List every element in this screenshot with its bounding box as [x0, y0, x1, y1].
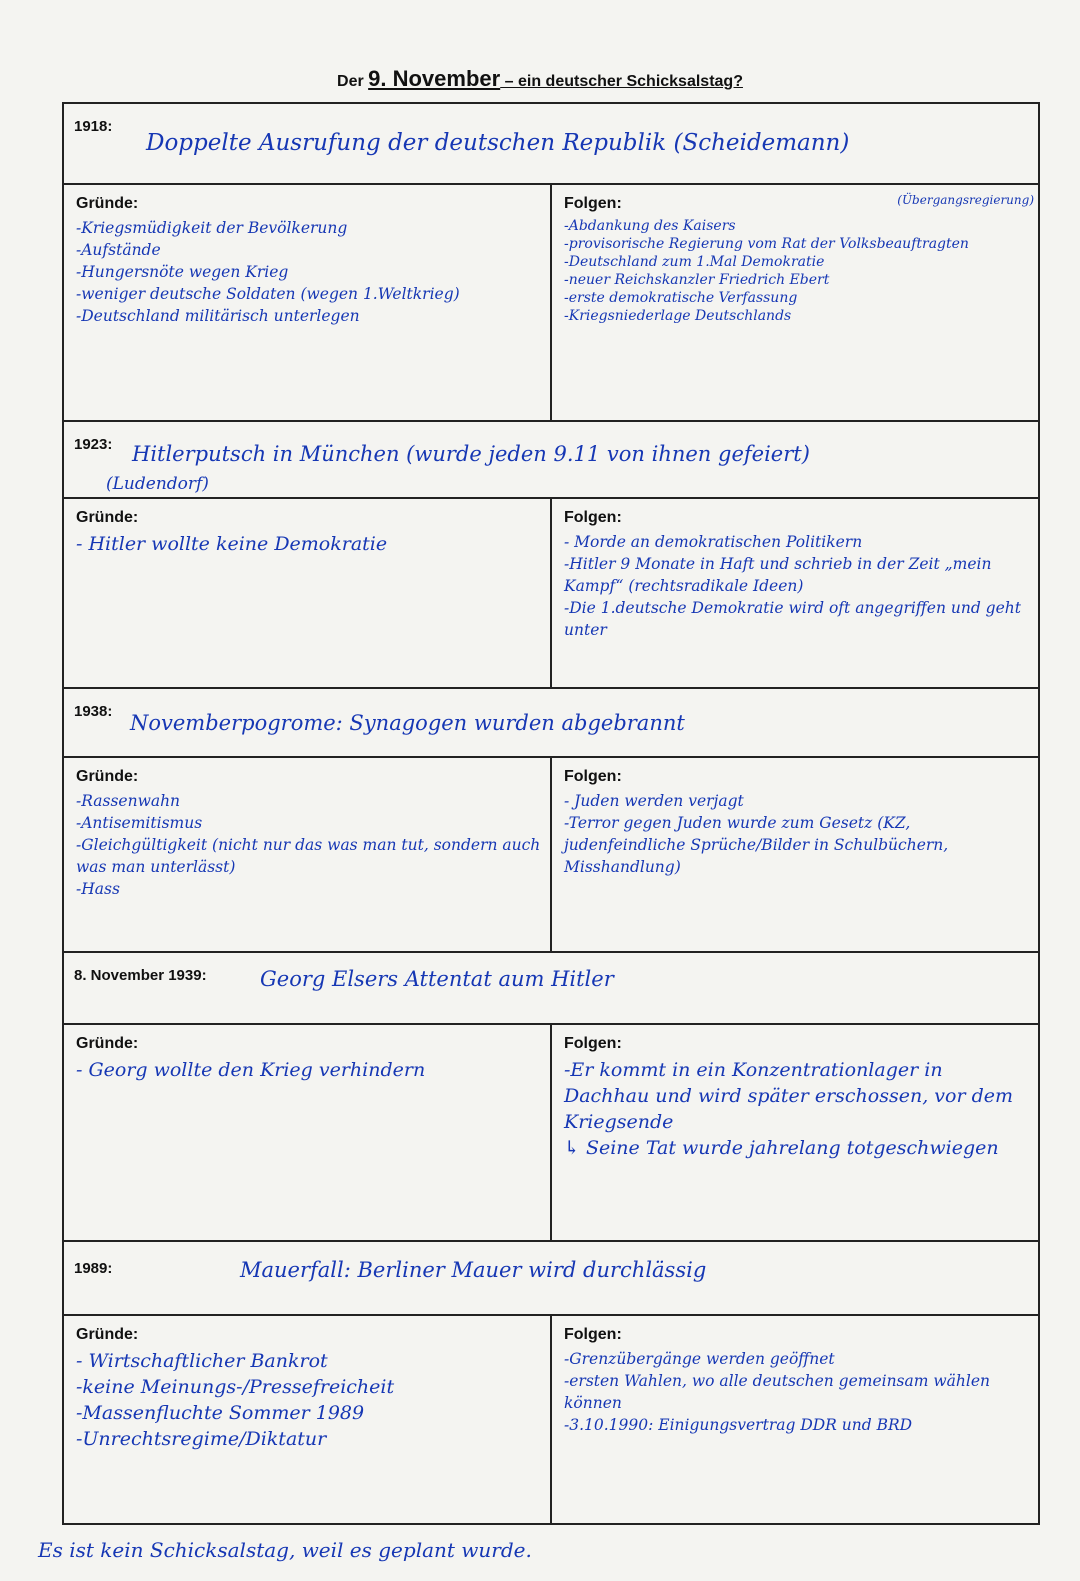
gruende-column: [64, 758, 552, 951]
gruende-label: Gründe:: [76, 1326, 139, 1343]
list-item: - Georg wollte den Krieg verhindern: [76, 1059, 426, 1081]
gruende-label: Gründe:: [76, 509, 139, 526]
year-label: 8. November 1939:: [74, 967, 207, 984]
detail-row-1939: [62, 1025, 1040, 1242]
list-item: - Hitler wollte keine Demokratie: [76, 533, 388, 555]
title-prefix: Der: [337, 73, 369, 90]
gruende-list: [76, 217, 542, 327]
event-title: Novemberpogrome: Synagogen wurden abgebrannt: [130, 711, 685, 735]
gruende-label: Gründe:: [76, 1035, 139, 1052]
year-row-1918: [62, 102, 1040, 185]
folgen-list: [564, 531, 1030, 641]
event-subtitle: (Ludendorf): [106, 474, 209, 494]
year-label: 1918:: [74, 118, 113, 135]
list-item: -Aufstände: [76, 241, 161, 259]
conclusion-note: Es ist kein Schicksalstag, weil es geplant wurde.: [38, 1538, 532, 1562]
year-label: 1923:: [74, 436, 113, 453]
event-title: Hitlerputsch in München (wurde jeden 9.11 von ihnen gefeiert): [132, 442, 810, 466]
folgen-label: Folgen:: [564, 768, 622, 785]
year-row-1938: [62, 689, 1040, 758]
list-item: ↳ Seine Tat wurde jahrelang totgeschwiegen: [564, 1137, 999, 1159]
list-item: -Abdankung des Kaisers: [564, 218, 736, 234]
list-item: -Deutschland zum 1.Mal Demokratie: [564, 254, 825, 270]
gruende-column: [64, 185, 552, 420]
detail-row-1989: [62, 1316, 1040, 1525]
year-row-1989: [62, 1242, 1040, 1316]
year-row-1939: [62, 953, 1040, 1025]
list-item: -provisorische Regierung vom Rat der Volksbeauftragten: [564, 236, 969, 252]
folgen-list: [564, 790, 1030, 878]
list-item: -Antisemitismus: [76, 814, 203, 832]
list-item: -ersten Wahlen, wo alle deutschen gemeinsam wählen können: [564, 1372, 990, 1412]
event-title: Georg Elsers Attentat aum Hitler: [260, 967, 614, 991]
gruende-list: [76, 1348, 542, 1452]
detail-row-1923: [62, 499, 1040, 689]
folgen-label: Folgen:: [564, 195, 622, 212]
side-note: (Übergangsregierung): [897, 193, 1034, 207]
folgen-column: [552, 499, 1038, 687]
event-title: Mauerfall: Berliner Mauer wird durchlässig: [240, 1258, 707, 1282]
event-title: Doppelte Ausrufung der deutschen Republik (Scheidemann): [146, 130, 850, 156]
list-item: - Morde an demokratischen Politikern: [564, 533, 863, 551]
gruende-column: [64, 1025, 552, 1240]
list-item: -neuer Reichskanzler Friedrich Ebert: [564, 272, 830, 288]
page-title: [0, 66, 1080, 92]
folgen-column: [552, 1025, 1038, 1240]
folgen-list: [564, 217, 1030, 325]
folgen-label: Folgen:: [564, 1326, 622, 1343]
folgen-label: Folgen:: [564, 509, 622, 526]
list-item: -Hitler 9 Monate in Haft und schrieb in der Zeit „mein Kampf“ (rechtsradikale Ideen): [564, 555, 992, 595]
list-item: -Kriegsniederlage Deutschlands: [564, 308, 792, 324]
detail-row-1938: [62, 758, 1040, 953]
list-item: -weniger deutsche Soldaten (wegen 1.Weltkrieg): [76, 285, 460, 303]
list-item: -3.10.1990: Einigungsvertrag DDR und BRD: [564, 1416, 913, 1434]
list-item: -Unrechtsregime/Diktatur: [76, 1428, 327, 1450]
year-row-1923: [62, 422, 1040, 499]
folgen-column: [552, 758, 1038, 951]
gruende-column: [64, 499, 552, 687]
folgen-label: Folgen:: [564, 1035, 622, 1052]
list-item: -Hungersnöte wegen Krieg: [76, 263, 289, 281]
folgen-list: [564, 1057, 1030, 1161]
list-item: -Deutschland militärisch unterlegen: [76, 307, 360, 325]
list-item: -erste demokratische Verfassung: [564, 290, 798, 306]
folgen-column: [552, 1316, 1038, 1523]
gruende-column: [64, 1316, 552, 1523]
year-label: 1989:: [74, 1260, 113, 1277]
gruende-label: Gründe:: [76, 195, 139, 212]
title-highlight: 9. November: [368, 66, 501, 91]
list-item: - Wirtschaftlicher Bankrot: [76, 1350, 328, 1372]
list-item: - Juden werden verjagt: [564, 792, 744, 810]
list-item: -Er kommt in ein Konzentrationlager in Dachhau und wird später erschossen, vor dem Kriegsende: [564, 1059, 1013, 1133]
gruende-list: [76, 531, 542, 557]
folgen-list: [564, 1348, 1030, 1436]
list-item: -Hass: [76, 880, 120, 898]
worksheet-table: [62, 102, 1040, 1525]
list-item: -keine Meinungs-/Pressefreicheit: [76, 1376, 395, 1398]
list-item: -Massenfluchte Sommer 1989: [76, 1402, 365, 1424]
list-item: -Die 1.deutsche Demokratie wird oft angegriffen und geht unter: [564, 599, 1021, 639]
detail-row-1918: [62, 185, 1040, 422]
title-suffix: – ein deutscher Schicksalstag?: [500, 73, 743, 90]
list-item: -Kriegsmüdigkeit der Bevölkerung: [76, 219, 348, 237]
gruende-list: [76, 1057, 542, 1083]
folgen-column: [552, 185, 1038, 420]
gruende-list: [76, 790, 542, 900]
list-item: -Terror gegen Juden wurde zum Gesetz (KZ, judenfeindliche Sprüche/Bilder in Schulbüchern, Misshandlung): [564, 814, 949, 876]
gruende-label: Gründe:: [76, 768, 139, 785]
list-item: -Grenzübergänge werden geöffnet: [564, 1350, 835, 1368]
list-item: -Rassenwahn: [76, 792, 181, 810]
list-item: -Gleichgültigkeit (nicht nur das was man tut, sondern auch was man unterlässt): [76, 836, 541, 876]
year-label: 1938:: [74, 703, 113, 720]
